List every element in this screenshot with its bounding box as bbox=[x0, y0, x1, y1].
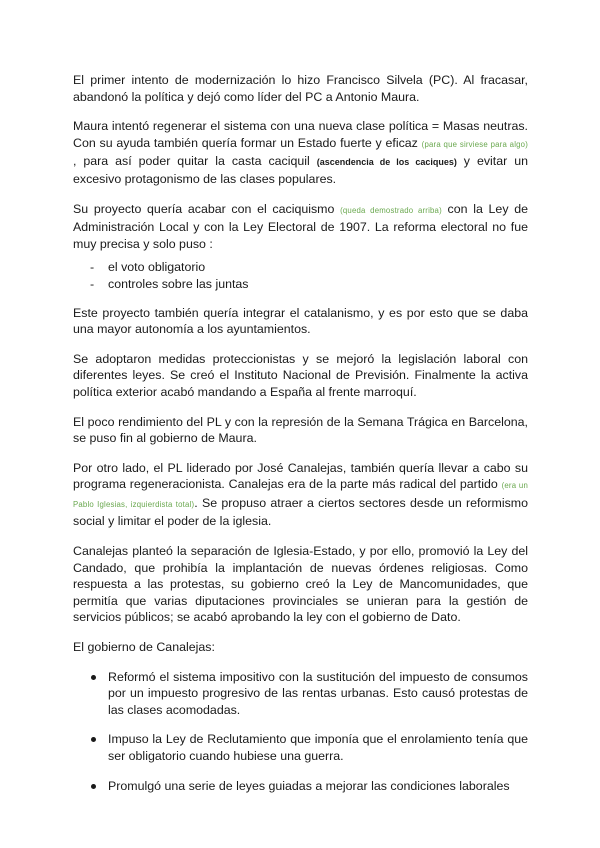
paragraph-silvela: El primer intento de modernización lo hizo Francisco Silvela (PC). Al fracasar, abandonó la política y dejó como líder del PC a Antonio Maura. bbox=[73, 73, 528, 104]
list-item bbox=[73, 276, 528, 293]
list-item-text: Impuso la Ley de Reclutamiento que imponía que el enrolamiento tenía que ser obligatorio cuando hubiese una guerra. bbox=[108, 732, 528, 763]
text: . Se propuso atraer a ciertos sectores desde un reformismo social y limitar el poder de la iglesia. bbox=[73, 495, 528, 529]
list-item bbox=[73, 259, 528, 276]
bullet-icon bbox=[91, 737, 96, 742]
list-item-text: Reformó el sistema impositivo con la sustitución del impuesto de consumos por un impuesto progresivo de las rentas urbanas. Esto causó protestas de las clases acomodadas. bbox=[108, 669, 528, 717]
text: Maura intentó regenerar el sistema con una nueva clase política = Masas neutras. Con su ayuda también quería formar un Estado fuerte y eficaz bbox=[73, 119, 528, 150]
paragraph-proteccionismo: Se adoptaron medidas proteccionistas y se mejoró la legislación laboral con diferentes leyes. Se creó el Instituto Nacional de Previsión. Finalmente la activa política exterior acabó mandando a España al frente marroquí. bbox=[73, 351, 528, 399]
annotation-note: (para que sirviese para algo) bbox=[421, 139, 529, 149]
dash-list bbox=[73, 259, 528, 292]
dash-marker: - bbox=[90, 260, 95, 275]
paragraph-gobierno-canalejas: El gobierno de Canalejas: bbox=[73, 640, 215, 655]
paragraph-caciquismo bbox=[73, 201, 528, 253]
text: Su proyecto quería acabar con el caciquismo bbox=[73, 201, 341, 216]
list-item-text: controles sobre las juntas bbox=[108, 276, 249, 291]
list-item bbox=[73, 778, 528, 795]
paragraph-canalejas bbox=[73, 460, 528, 530]
text: con la Ley de Administración Local y con la Ley Electoral de 1907. La reforma electoral no fue muy precisa y solo puso : bbox=[73, 201, 528, 251]
text: Por otro lado, el PL liderado por José Canalejas, también quería llevar a cabo su programa regeneracionista. Canalejas era de la parte más radical del partido bbox=[73, 460, 528, 492]
list-item-text: Promulgó una serie de leyes guiadas a mejorar las condiciones laborales bbox=[108, 778, 510, 793]
dash-marker: - bbox=[90, 276, 95, 291]
paragraph-ley-candado: Canalejas planteó la separación de Iglesia-Estado, y por ello, promovió la Ley del Candado, que prohibía la implantación de nuevas órdenes religiosas. Como respuesta a las protestas, su gobierno creó la Ley de Mancomunidades, que permitía que varias diputaciones provinciales se unieran para la gestión de servicios públicos; se acabó aprobando la ley con el gobierno de Dato. bbox=[73, 544, 528, 625]
paragraph-semana-tragica: El poco rendimiento del PL y con la represión de la Semana Trágica en Barcelona, se puso fin al gobierno de Maura. bbox=[73, 414, 528, 446]
paragraph-catalanismo: Este proyecto también quería integrar el catalanismo, y es por esto que se daba una mayor autonomía a los ayuntamientos. bbox=[73, 305, 528, 337]
annotation-note: (ascendencia de los caciques) bbox=[316, 157, 457, 168]
list-item-text: el voto obligatorio bbox=[108, 260, 206, 275]
document-body bbox=[73, 72, 528, 807]
annotation-note: (era un Pablo Iglesias, izquierdista total) bbox=[73, 481, 528, 509]
bullet-icon bbox=[91, 675, 96, 680]
bullet-icon bbox=[91, 784, 96, 789]
text: , para así poder quitar la casta caciquil bbox=[73, 154, 317, 169]
list-item bbox=[73, 731, 528, 764]
list-item bbox=[73, 669, 528, 719]
bullet-list bbox=[73, 669, 528, 795]
annotation-note: (queda demostrado arriba) bbox=[340, 205, 442, 215]
paragraph-maura-regeneration bbox=[73, 118, 528, 187]
text: y evitar un excesivo protagonismo de las clases populares. bbox=[73, 154, 529, 186]
